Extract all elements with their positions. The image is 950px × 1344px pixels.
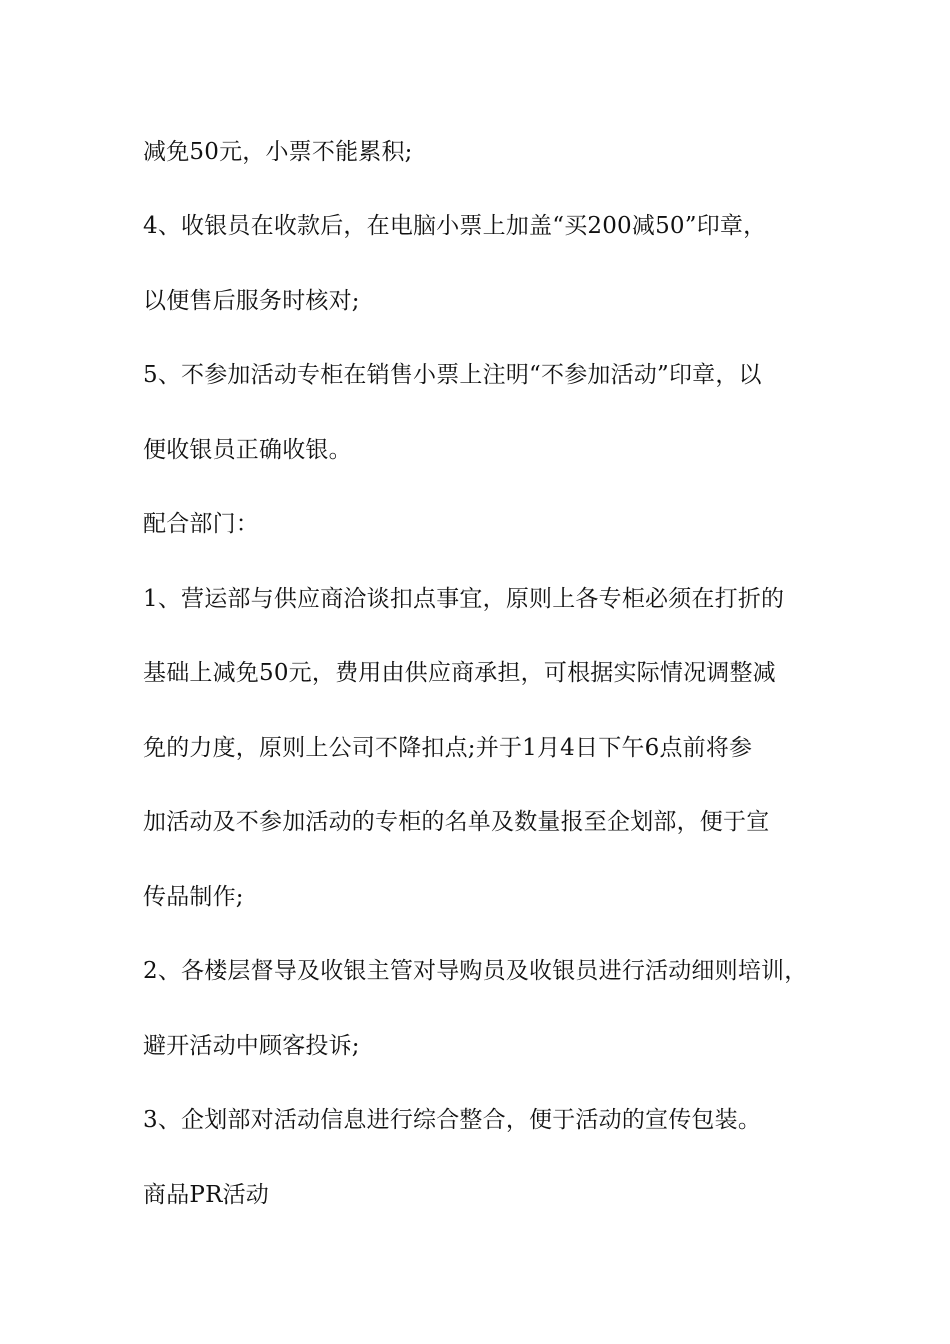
text-line: 1、营运部与供应商洽谈扣点事宜，原则上各专柜必须在打折的: [143, 586, 785, 612]
text-line: 以便售后服务时核对;: [143, 288, 360, 314]
text-line: 免的力度，原则上公司不降扣点;并于1月4日下午6点前将参: [143, 735, 753, 761]
text-line: 3、企划部对活动信息进行综合整合，便于活动的宣传包装。: [143, 1107, 762, 1133]
section-heading: 商品PR活动: [143, 1182, 269, 1208]
text-line: 加活动及不参加活动的专柜的名单及数量报至企划部，便于宣: [143, 809, 770, 835]
text-line: 5、不参加活动专柜在销售小票上注明“不参加活动”印章，以: [143, 362, 762, 388]
text-line: 传品制作;: [143, 884, 244, 910]
text-line: 减免50元，小票不能累积;: [143, 139, 413, 165]
text-line: 基础上减免50元，费用由供应商承担，可根据实际情况调整减: [143, 660, 776, 686]
text-line: 便收银员正确收银。: [143, 437, 352, 463]
text-line: 避开活动中顾客投诉;: [143, 1033, 360, 1059]
text-line: 4、收银员在收款后，在电脑小票上加盖“买200减50”印章，: [143, 213, 767, 239]
section-heading: 配合部门：: [143, 511, 259, 537]
text-line: 2、各楼层督导及收银主管对导购员及收银员进行活动细则培训，: [143, 958, 808, 984]
